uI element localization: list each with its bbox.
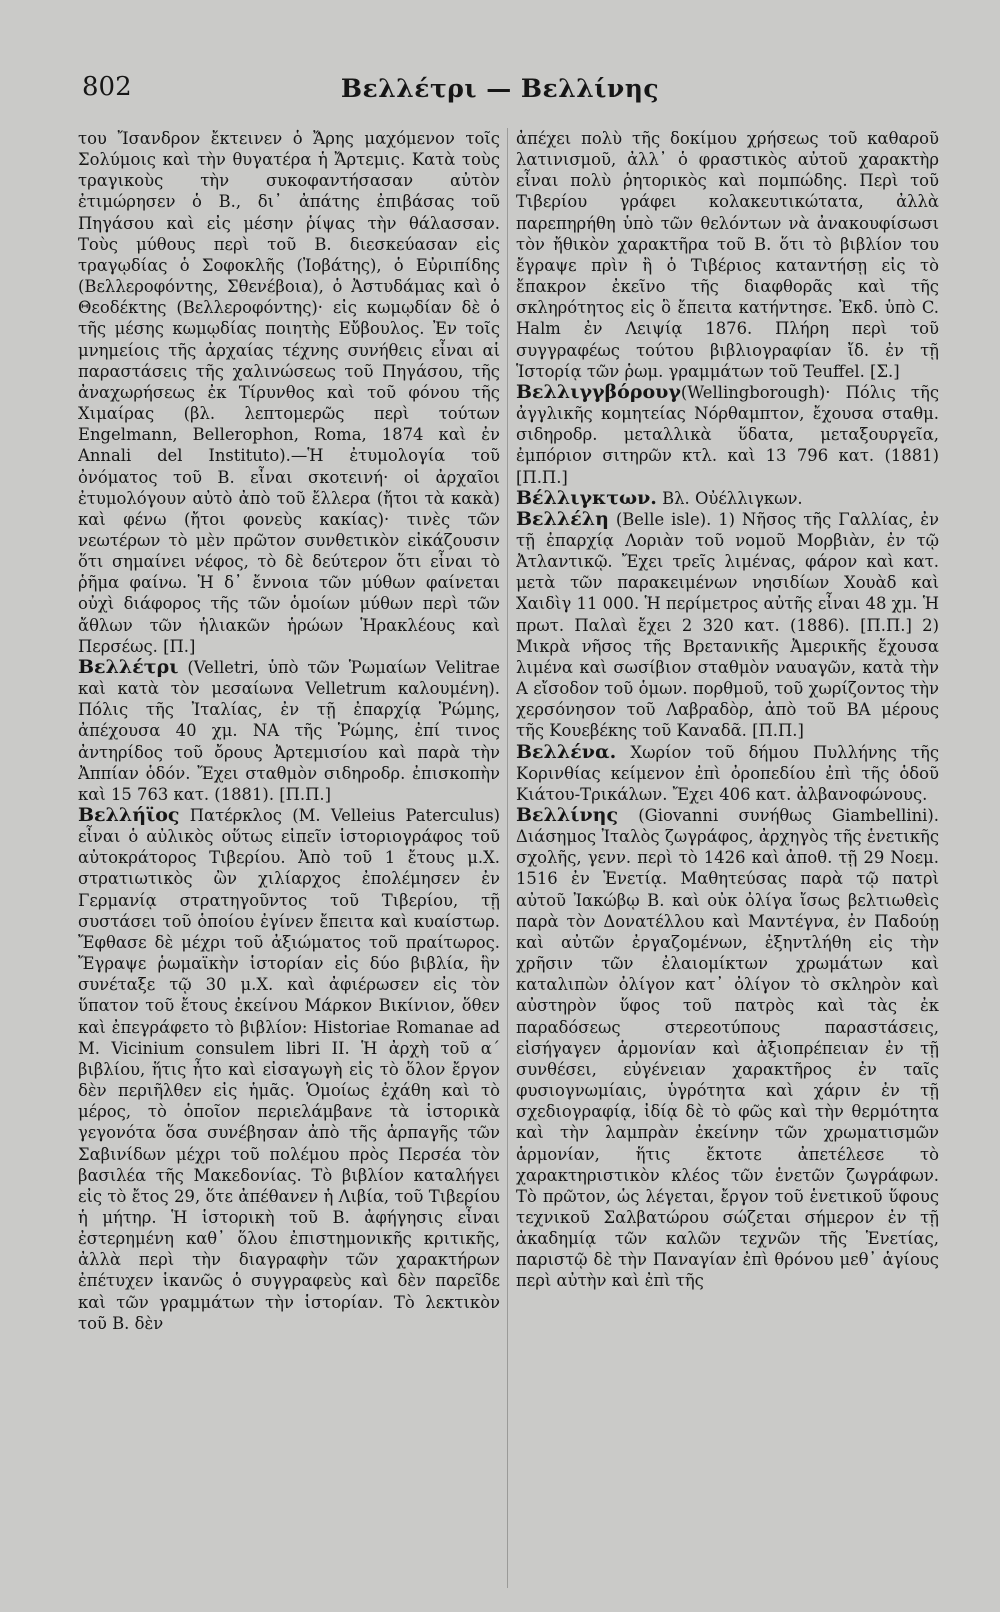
entry-text: (Velletri, ὑπὸ τῶν Ῥωμαίων Velitrae καὶ κατὰ τὸν μεσαίωνα Velletrum καλουμένη). Πόλις τῆς Ἰταλίας, ἐν τῇ ἐπαρχίᾳ Ῥώμης, ἀπέχουσα 40 χμ. ΝΑ τῆς Ῥώμης, ἐπί τινος ἀντηρίδος τοῦ ὄρους Ἀρτεμισίου καὶ παρὰ τὴν Ἀππίαν ὁδόν. Ἔχει σταθμὸν σιδηροδρ. ἐπισκοπὴν καὶ 15 763 κατ. (1881). [Π.Π.] bbox=[78, 657, 500, 804]
entry-velletri bbox=[78, 657, 500, 805]
entry-headword: Βελλέτρι bbox=[78, 655, 179, 678]
entry-headword: Βελλήϊος bbox=[78, 804, 180, 826]
entry-continuation bbox=[516, 128, 939, 382]
entry-wellingborough bbox=[516, 382, 939, 488]
entry-headword: Βελλένα. bbox=[516, 740, 617, 763]
left-column bbox=[78, 128, 500, 1588]
entry-text: Βλ. Οὐέλλιγκων. bbox=[656, 488, 803, 508]
entry-headword: Βελλίνης bbox=[516, 804, 619, 826]
entry-bellini bbox=[516, 805, 939, 1292]
running-head: Βελλέτρι — Βελλίνης bbox=[340, 74, 660, 103]
entry-text: (Giovanni συνήθως Giambellini). Διάσημος Ἰταλὸς ζωγράφος, ἀρχηγὸς τῆς ἑνετικῆς σχολῆς, γενν. περὶ τὸ 1426 καὶ ἀποθ. τῇ 29 Νοεμ. 1516 ἐν Ἑνετίᾳ. Μαθητεύσας παρὰ τῷ πατρὶ αὐτοῦ Ἰακώβῳ Β. καὶ οὐκ ὀλίγα ἴσως βελτιωθεὶς παρὰ τὸν Δονατέλλου καὶ Μαντέγνα, ἐν Παδούῃ καὶ αὐτῶν ἐργαζομένων, ἐξηντλήθη εἰς τὴν χρῆσιν τῶν ἐλαιομίκτων χρωμάτων καὶ καταλιπὼν ὀλίγον κατ᾽ ὀλίγον τὸ σκληρὸν καὶ αὐστηρὸν ὕφος τοῦ πατρὸς καὶ τὰς ἐκ παραδόσεως στερεοτύπους παραστάσεις, εἰσήγαγεν ἁρμονίαν καὶ ἀξιοπρέπειαν ἐν τῇ συνθέσει, εὐγένειαν χαρακτῆρος ἐν ταῖς φυσιογνωμίαις, ὑγρότητα καὶ χάριν ἐν τῇ σχεδιογραφίᾳ, ἰδίᾳ δὲ τὸ φῶς καὶ τὴν θερμότητα καὶ τὴν λαμπρὰν ἐκείνην τῶν χρωματισμῶν ἁρμονίαν, ἥτις ἔκτοτε ἀπετέλεσε τὸ χαρακτηριστικὸν κλέος τῶν ἑνετῶν ζωγράφων. Τὸ πρῶτον, ὡς λέγεται, ἔργον τοῦ ἑνετικοῦ ὕφους τεχνικοῦ Σαλβατώρου σώζεται σήμερον ἐν τῇ ἀκαδημίᾳ τῶν καλῶν τεχνῶν τῆς Ἑνετίας, παριστῷ δὲ τὴν Παναγίαν ἐπὶ θρόνου μεθ᾽ ἁγίους περὶ αὐτὴν καὶ ἐπὶ τῆς bbox=[516, 806, 939, 1291]
entry-velleius bbox=[78, 805, 500, 1334]
entry-text: (Belle isle). 1) Νῆσος τῆς Γαλλίας, ἐν τῇ ἐπαρχίᾳ Λοριὰν τοῦ νομοῦ Μορβιὰν, ἐν τῷ Ἀτλαντικῷ. Ἔχει τρεῖς λιμένας, φάρον καὶ κατ. μετὰ τῶν παρακειμένων νησιδίων Χουὰδ καὶ Χαιδὶγ 11 000. Ἡ περίμετρος αὐτῆς εἶναι 48 χμ. Ἡ πρωτ. Παλαὶ ἔχει 2 320 κατ. (1886). [Π.Π.] 2) Μικρὰ νῆσος τῆς Βρετανικῆς Ἀμερικῆς ἔχουσα λιμένα καὶ σωσίβιον σταθμὸν ναυαγῶν, κατὰ τὴν Α εἴσοδον τοῦ ὁμων. πορθμοῦ, τοῦ χωρίζοντος τὴν χερσόνησον τοῦ Λαβραδὸρ, ἀπὸ τοῦ ΒΑ μέρους τῆς Κουεβέκης τοῦ Καναδᾶ. [Π.Π.] bbox=[516, 509, 939, 741]
entry-vellena bbox=[516, 742, 939, 805]
entry-text: Χωρίον τοῦ δήμου Πυλλήνης τῆς Κορινθίας κείμενον ἐπὶ ὀροπεδίου ἐπὶ τῆς ὁδοῦ Κιάτου-Τρικάλων. Ἔχει 406 κατ. ἀλβανοφώνους. bbox=[516, 742, 939, 804]
entry-text: ἀπέχει πολὺ τῆς δοκίμου χρήσεως τοῦ καθαροῦ λατινισμοῦ, ἀλλ᾽ ὁ φραστικὸς αὐτοῦ χαρακτὴρ εἶναι πολὺ ῥητορικὸς καὶ πομπώδης. Περὶ τοῦ Τιβερίου γράφει κολακευτικώτατα, ἀλλὰ παρεπηρήθη ὑπὸ τῶν θελόντων νὰ ἀνακουφίσωσι τὸν ἤθικὸν χαρακτῆρα τοῦ Β. ὅτι τὸ βιβλίον του ἔγραψε πρὶν ἢ ὁ Τιβέριος καταντήσῃ εἰς τὸ ἔπακρον ἐκεῖνο τῆς διαφθορᾶς καὶ τῆς σκληρότητος εἰς ὃ ἔπειτα κατήντησε. Ἐκδ. ὑπὸ C. Halm ἐν Λειψίᾳ 1876. Πλήρη περὶ τοῦ συγγραφέως τούτου βιβλιογραφίαν ἴδ. ἐν τῇ Ἱστορίᾳ τῶν ῥωμ. γραμμάτων τοῦ Teuffel. [Σ.] bbox=[516, 129, 939, 381]
column-divider bbox=[507, 128, 508, 1588]
entry-wellington bbox=[516, 488, 939, 509]
entry-headword: Βελλέλη bbox=[516, 507, 609, 530]
entry-belle-isle bbox=[516, 509, 939, 742]
entry-continuation bbox=[78, 128, 500, 657]
right-column bbox=[516, 128, 939, 1588]
entry-headword: Βέλλιγκτων. bbox=[516, 486, 657, 509]
entry-text: του Ἴσανδρον ἔκτεινεν ὁ Ἄρης μαχόμενον τοῖς Σολύμοις καὶ τὴν θυγατέρα ἡ Ἄρτεμις. Κατὰ τοὺς τραγικοὺς τὴν συκοφαντήσασαν αὐτὸν ἐτιμώρησεν ὁ Β., δι᾽ ἀπάτης ἐπιβάσας τοῦ Πηγάσου καὶ εἰς μέσην ῥίψας τὴν θάλασσαν. Τοὺς μύθους περὶ τοῦ Β. διεσκεύασαν εἰς τραγῳδίας ὁ Σοφοκλῆς (Ἰοβάτης), ὁ Εὐριπίδης (Βελλεροφόντης, Σθενέβοια), ὁ Ἀστυδάμας καὶ ὁ Θεοδέκτης (Βελλεροφόντης)· εἰς κωμῳδίαν δὲ ὁ τῆς μέσης κωμῳδίας ποιητὴς Εὔβουλος. Ἐν τοῖς μνημείοις τῆς ἀρχαίας τέχνης συνήθεις εἶναι αἱ παραστάσεις τῆς χαλινώσεως τοῦ Πηγάσου, τῆς ἀναχωρήσεως ἐκ Τίρυνθος καὶ τοῦ φόνου τῆς Χιμαίρας (βλ. λεπτομερῶς περὶ τούτων Engelmann, Bellerophon, Roma, 1874 καὶ ἐν Annali del Instituto).—Ἡ ἐτυμολογία τοῦ ὀνόματος τοῦ Β. εἶναι σκοτεινή· οἱ ἀρχαῖοι ἐτυμολόγουν αὐτὸ ἀπὸ τοῦ ἔλλερα (ἤτοι τὰ κακὰ) καὶ φένω (ἤτοι φονεὺς κακίας)· τινὲς τῶν νεωτέρων τὸ μὲν πρῶτον συνθετικὸν εἰκάζουσιν ὅτι σημαίνει νέφος, τὸ δὲ δεύτερον ὅτι εἶναι τὸ ῥῆμα φαίνω. Ἡ δ᾽ ἔννοια τῶν μύθων φαίνεται οὐχὶ διάφορος τῆς τῶν ὁμοίων μύθων περὶ τῶν ἄθλων τῶν ἡλιακῶν ἡρώων Ἡρακλέους καὶ Περσέως. [Π.] bbox=[78, 129, 500, 656]
entry-text: (Wellingborough)· Πόλις τῆς ἀγγλικῆς κομητείας Νόρθαμπτον, ἔχουσα σταθμ. σιδηροδρ. μεταλλικὰ ὕδατα, μεταξουργεῖα, ἐμπόριον σιτηρῶν κτλ. καὶ 13 796 κατ. (1881) [Π.Π.] bbox=[516, 382, 939, 487]
entry-text: Πατέρκλος (M. Velleius Paterculus) εἶναι ὁ αὐλικὸς οὕτως εἰπεῖν ἱστοριογράφος τοῦ αὐτοκράτορος Τιβερίου. Ἀπὸ τοῦ 1 ἔτους μ.Χ. στρατιωτικὸς ὢν χιλίαρχος ἐπολέμησεν ἐν Γερμανίᾳ στρατηγοῦντος τοῦ Τιβερίου, τῇ συστάσει τοῦ ὁποίου ἐγίνεν ἔπειτα καὶ κυαίστωρ. Ἔφθασε δὲ μέχρι τοῦ ἀξιώματος τοῦ πραίτωρος. Ἔγραψε ῥωμαϊκὴν ἱστορίαν εἰς δύο βιβλία, ἣν συνέταξε τῷ 30 μ.Χ. καὶ ἀφιέρωσεν εἰς τὸν ὕπατον τοῦ ἔτους ἐκείνου Μάρκον Βικίνιον, ὅθεν καὶ ἐπεγράφετο τὸ βιβλίον: Historiae Romanae ad M. Vicinium consulem libri II. Ἡ ἀρχὴ τοῦ α´ βιβλίου, ἥτις ἦτο καὶ εἰσαγωγὴ εἰς τὸ ὅλον ἔργον δὲν περιῆλθεν εἰς ἡμᾶς. Ὁμοίως ἐχάθη καὶ τὸ μέρος, τὸ ὁποῖον περιελάμβανε τὰ ἱστορικὰ γεγονότα ὅσα συνέβησαν ἀπὸ τῆς ἁρπαγῆς τῶν Σαβινίδων μέχρι τοῦ πολέμου πρὸς Περσέα τὸν βασιλέα τῆς Μακεδονίας. Τὸ βιβλίον καταλήγει εἰς τὸ ἔτος 29, ὅτε ἀπέθανεν ἡ Λιβία, τοῦ Τιβερίου ἡ μήτηρ. Ἡ ἱστορικὴ τοῦ Β. ἀφήγησις εἶναι ἐστερημένη καθ᾽ ὅλου ἐπιστημονικῆς κριτικῆς, ἀλλὰ περὶ τὴν διαγραφὴν τῶν χαρακτήρων ἐπέτυχεν ἱκανῶς ὁ συγγραφεὺς καὶ δὲν παρεῖδε καὶ τῶν γραμμάτων τὴν ἱστορίαν. Τὸ λεκτικὸν τοῦ Β. δὲν bbox=[78, 806, 500, 1333]
page-number: 802 bbox=[82, 72, 132, 102]
page-header bbox=[0, 72, 1000, 112]
entry-headword: Βελλιγγβόρουγ bbox=[516, 380, 681, 403]
